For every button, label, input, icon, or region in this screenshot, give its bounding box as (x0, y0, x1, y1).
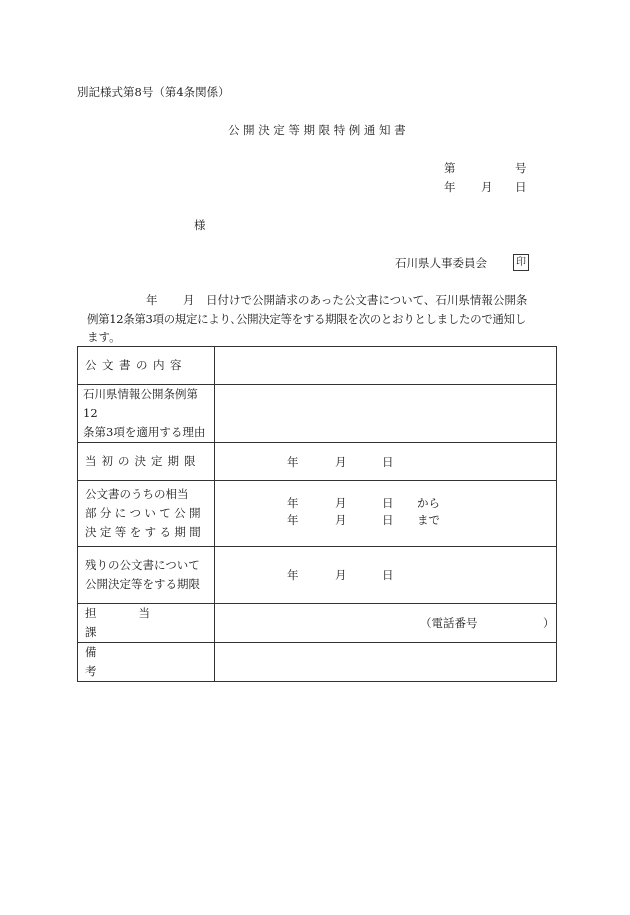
row-document-content (78, 347, 557, 385)
remaining-day: 日 (382, 568, 394, 582)
issuer-name: 石川県人事委員会 (395, 256, 487, 270)
label-initial-deadline: 当初の決定期限 (85, 454, 201, 468)
phone-label: （電話番号 (420, 616, 478, 630)
partial-from-year: 年 (287, 496, 299, 510)
value-initial-deadline[interactable] (215, 443, 557, 481)
value-document-content[interactable] (215, 347, 557, 385)
row-partial-period (78, 481, 557, 547)
partial-to-year: 年 (287, 513, 299, 527)
partial-to-month: 月 (335, 513, 347, 527)
label-remarks: 備考 (85, 645, 187, 678)
row-remarks (78, 643, 557, 682)
form-number: 別記様式第8号（第4条関係） (77, 85, 230, 99)
initial-month: 月 (335, 455, 347, 469)
value-reason[interactable] (215, 385, 557, 443)
notice-table (77, 346, 557, 682)
body-line-3: ます。 (87, 330, 121, 344)
row-initial-deadline (78, 443, 557, 481)
label-partial-line-1 (78, 485, 214, 504)
label-reason-line-1: 石川県情報公開条例第12 (83, 387, 198, 420)
label-reason-line-2: 条第3項を適用する理由 (83, 425, 206, 439)
row-remaining-deadline (78, 547, 557, 604)
body-line-1: 日付けで公開請求のあった公文書について、石川県情報公開条 (206, 293, 528, 307)
value-remarks[interactable] (215, 643, 557, 682)
value-remaining-deadline[interactable] (215, 547, 557, 604)
date-month: 月 (481, 180, 493, 194)
label-document-content: 公文書の内容 (85, 358, 187, 372)
date-year: 年 (444, 180, 456, 194)
partial-to-label: まで (417, 513, 440, 527)
label-remaining-line-2: 公開決定等をする期限 (85, 577, 200, 591)
body-month: 月 (183, 293, 195, 307)
document-title: 公開決定等期限特例通知書 (228, 123, 410, 137)
body-line-2: 例第12条第3項の規定により､公開決定等をする期限を次のとおりとしましたので通知し (87, 312, 526, 326)
doc-number-go: 号 (515, 161, 527, 175)
date-day: 日 (515, 180, 527, 194)
remaining-year: 年 (287, 568, 299, 582)
remaining-month: 月 (335, 568, 347, 582)
seal-stamp: 印 (513, 254, 529, 271)
label-partial-line-1-text: 公文書のうちの相当 (85, 487, 189, 501)
partial-to-day: 日 (382, 513, 394, 527)
addressee-suffix: 様 (194, 218, 206, 232)
doc-number-dai: 第 (444, 161, 456, 175)
value-partial-period[interactable] (215, 481, 557, 547)
row-reason (78, 385, 557, 443)
label-partial-line-3: 決定等をする期間 (85, 525, 205, 539)
label-remaining-line-1: 残りの公文書について (85, 558, 200, 572)
phone-close: ） (543, 616, 555, 630)
value-department[interactable] (215, 604, 557, 643)
initial-year: 年 (287, 455, 299, 469)
partial-from-day: 日 (382, 496, 394, 510)
row-department (78, 604, 557, 643)
partial-from-label: から (417, 496, 440, 510)
label-partial-line-2: 部分について公開 (85, 506, 204, 520)
partial-from-month: 月 (335, 496, 347, 510)
label-department: 担当課 (85, 606, 192, 639)
body-year: 年 (146, 293, 158, 307)
initial-day: 日 (382, 455, 394, 469)
